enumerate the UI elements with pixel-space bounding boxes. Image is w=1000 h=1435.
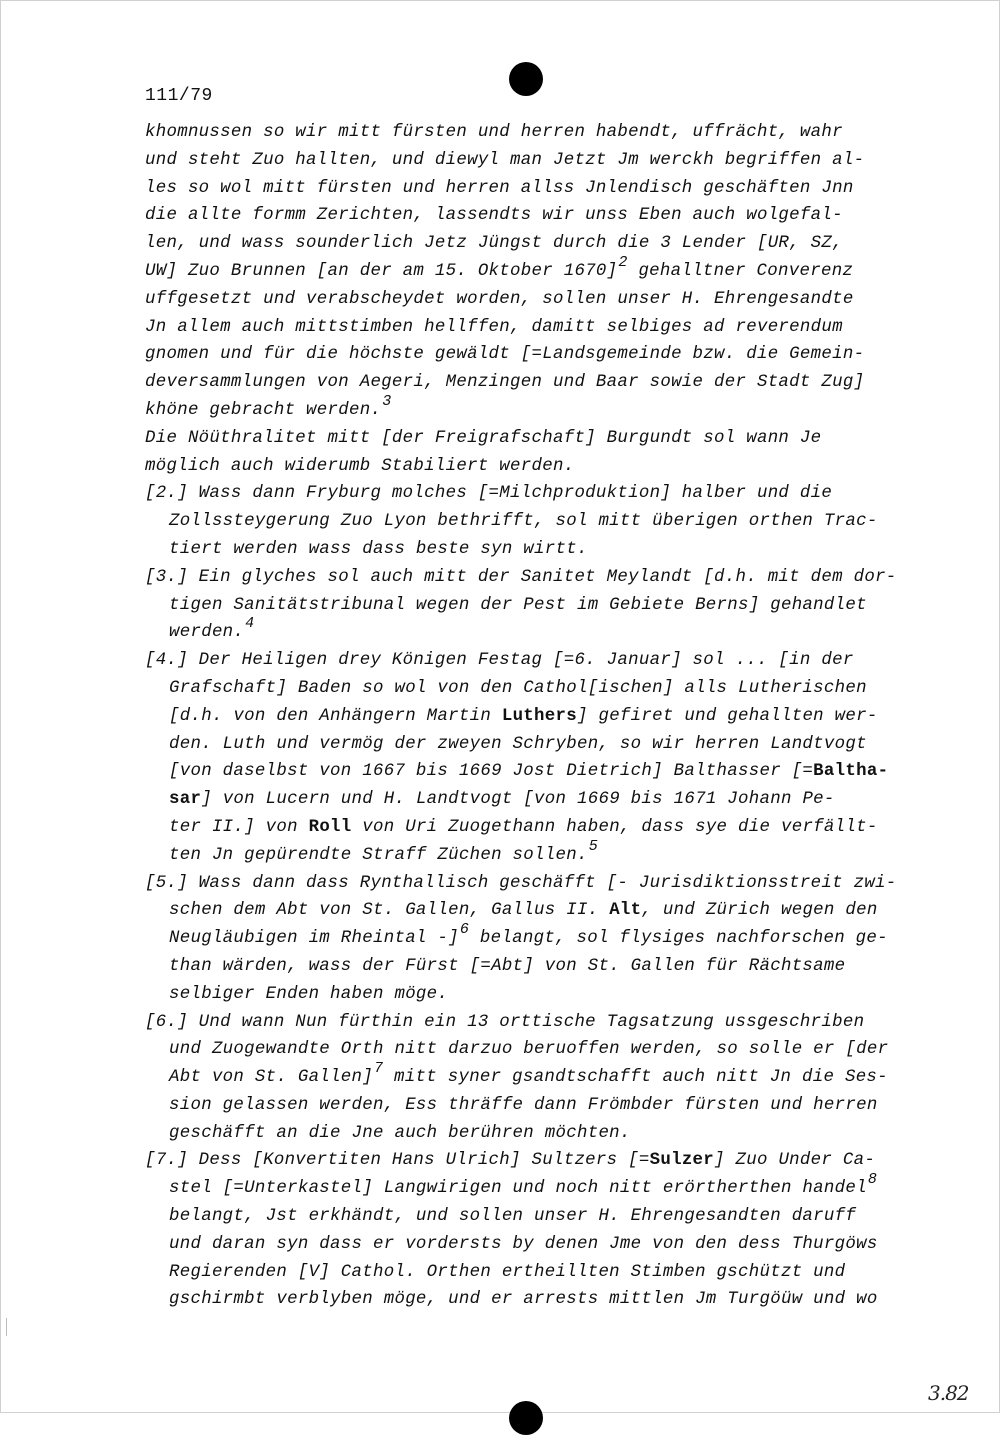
text-line — [145, 703, 905, 731]
text-line: uffgesetzt und verabscheydet worden, sollen unser H. Ehrengesandte — [145, 289, 854, 309]
text-segment: mitt syner gsandtschafft auch nitt Jn die Ses- — [383, 1068, 888, 1088]
text-line — [145, 814, 905, 842]
bold-name: sar — [169, 790, 202, 810]
bold-name: Sulzer — [649, 1151, 715, 1171]
text-line: die allte formm Zerichten, lassendts wir unss Eben auch wolgefal- — [145, 206, 843, 226]
text-line: tigen Sanitätstribunal wegen der Pest im Gebiete Berns] gehandlet — [169, 595, 867, 615]
text-segment: [7.] Dess [Konvertiten Hans Ulrich] Sultzers [= — [145, 1151, 650, 1171]
footnote-marker[interactable]: 6 — [459, 921, 470, 939]
text-line: Grafschaft] Baden so wol von den Cathol[ischen] alls Lutherischen — [169, 678, 867, 698]
text-segment: schen dem Abt von St. Gallen, Gallus II. — [169, 901, 610, 921]
text-line: geschäfft an die Jne auch berühren möchten. — [169, 1123, 631, 1143]
text-line: tiert werden wass dass beste syn wirtt. — [169, 539, 588, 559]
text-line: [5.] Wass dann dass Rynthallisch geschäfft [- Jurisdiktionsstreit zwi- — [145, 873, 897, 893]
text-line: und daran syn dass er vordersts by denen Jme von den dess Thurgöws — [169, 1234, 878, 1254]
footnote-marker[interactable]: 5 — [588, 837, 599, 855]
bold-name: Alt — [609, 901, 642, 921]
text-line: selbiger Enden haben möge. — [169, 984, 449, 1004]
text-line: deversammlungen von Aegeri, Menzingen und Baar sowie der Stadt Zug] — [145, 373, 865, 393]
text-line: Zollssteygerung Zuo Lyon bethrifft, sol mitt überigen orthen Trac- — [169, 512, 878, 532]
text-line: gschirmbt verblyben möge, und er arrests mittlen Jm Turgöüw und wo — [169, 1290, 878, 1310]
footnote-marker[interactable]: 8 — [867, 1171, 878, 1189]
text-line — [145, 758, 905, 786]
text-line — [145, 1060, 905, 1092]
footnote-marker[interactable]: 2 — [618, 253, 628, 271]
text-line: [6.] Und wann Nun fürthin ein 13 orttische Tagsatzung ussgeschriben — [145, 1012, 865, 1032]
bold-name: Baltha- — [813, 762, 889, 782]
text-line — [145, 1171, 905, 1203]
text-line — [145, 921, 905, 953]
text-line — [145, 392, 905, 425]
text-segment: belangt, sol flysiges nachforschen ge- — [469, 929, 888, 949]
bold-name: Roll — [308, 817, 352, 837]
text-segment: ] von Lucern und H. Landtvogt [von 1669 bis 1671 Johann Pe- — [201, 790, 835, 810]
text-segment: khöne gebracht werden. — [145, 400, 382, 420]
text-segment: werden. — [169, 623, 245, 643]
handwritten-folio-number: 3.82 — [928, 1381, 969, 1405]
text-segment: Abt von St. Gallen] — [169, 1068, 373, 1088]
text-line: len, und wass sounderlich Jetz Jüngst durch die 3 Lender [UR, SZ, — [145, 234, 843, 254]
punch-hole-top — [509, 62, 543, 96]
text-line: khomnussen so wir mitt fürsten und herren habendt, uffrächt, wahr — [145, 123, 843, 142]
text-segment: ] Zuo Under Ca- — [714, 1151, 876, 1171]
punch-hole-bottom — [509, 1401, 543, 1435]
text-segment: [von daselbst von 1667 bis 1669 Jost Dietrich] Balthasser [= — [169, 762, 814, 782]
text-line: [2.] Wass dann Fryburg molches [=Milchproduktion] halber und die — [145, 484, 833, 504]
text-segment: ter II.] von — [169, 817, 309, 837]
text-segment: UW] Zuo Brunnen [an der am 15. Oktober 1670] — [145, 261, 618, 281]
text-line: und steht Zuo hallten, und diewyl man Jetzt Jm werckh begriffen al- — [145, 150, 865, 170]
document-body — [145, 119, 905, 1314]
text-line: [3.] Ein glyches sol auch mitt der Sanitet Meylandt [d.h. mit dem dor- — [145, 567, 897, 587]
text-line: than wärden, wass der Fürst [=Abt] von St. Gallen für Rächtsame — [169, 956, 846, 976]
text-segment: von Uri Zuogethann haben, dass sye die verfällt- — [351, 817, 878, 837]
text-segment: , und Zürich wegen den — [641, 901, 878, 921]
text-line: [4.] Der Heiligen drey Königen Festag [=6. Januar] sol ... [in der — [145, 651, 854, 671]
text-line: Die Nöüthralitet mitt [der Freigrafschaft] Burgundt sol wann Je — [145, 428, 822, 448]
text-line: Regierenden [V] Cathol. Orthen ertheillten Stimben gschützt und — [169, 1262, 846, 1282]
text-line — [145, 837, 905, 870]
text-line: Jn allem auch mittstimben hellffen, damitt selbiges ad reverendum — [145, 317, 843, 337]
text-segment: stel [=Unterkastel] Langwirigen und noch nitt erörtherthen handel — [169, 1179, 867, 1199]
text-line — [145, 897, 905, 925]
text-line: und Zuogewandte Orth nitt darzuo beruoffen werden, so solle er [der — [169, 1040, 889, 1060]
footnote-marker[interactable]: 4 — [245, 615, 255, 633]
bold-name: Luthers — [501, 706, 577, 726]
text-line: möglich auch widerumb Stabiliert werden. — [145, 456, 575, 476]
text-line: belangt, Jst erkhändt, und sollen unser H. Ehrengesandten daruff — [169, 1207, 857, 1227]
margin-mark — [6, 1318, 7, 1336]
text-line: sion gelassen werden, Ess thräffe dann Frömbder fürsten und herren — [169, 1095, 878, 1115]
text-segment: ten Jn gepürendte Straff Züchen sollen. — [169, 845, 588, 865]
text-segment: Neugläubigen im Rheintal -] — [169, 929, 459, 949]
text-line — [145, 253, 905, 286]
text-line — [145, 786, 905, 814]
text-line: gnomen und für die höchste gewäldt [=Landsgemeinde bzw. die Gemein- — [145, 345, 865, 365]
text-line — [145, 1147, 905, 1175]
footnote-marker[interactable]: 7 — [374, 1060, 384, 1078]
page-number: 111/79 — [145, 86, 213, 106]
text-line: les so wol mitt fürsten und herren allss Jnlendisch geschäften Jnn — [145, 178, 854, 198]
footnote-marker[interactable]: 3 — [382, 392, 392, 410]
text-line — [145, 615, 905, 647]
text-segment: [d.h. von den Anhängern Martin — [169, 706, 502, 726]
text-line: den. Luth und vermög der zweyen Schryben, so wir herren Landtvogt — [169, 734, 867, 754]
text-segment: ] gefiret und gehallten wer- — [576, 706, 878, 726]
text-segment: gehalltner Converenz — [627, 261, 854, 281]
